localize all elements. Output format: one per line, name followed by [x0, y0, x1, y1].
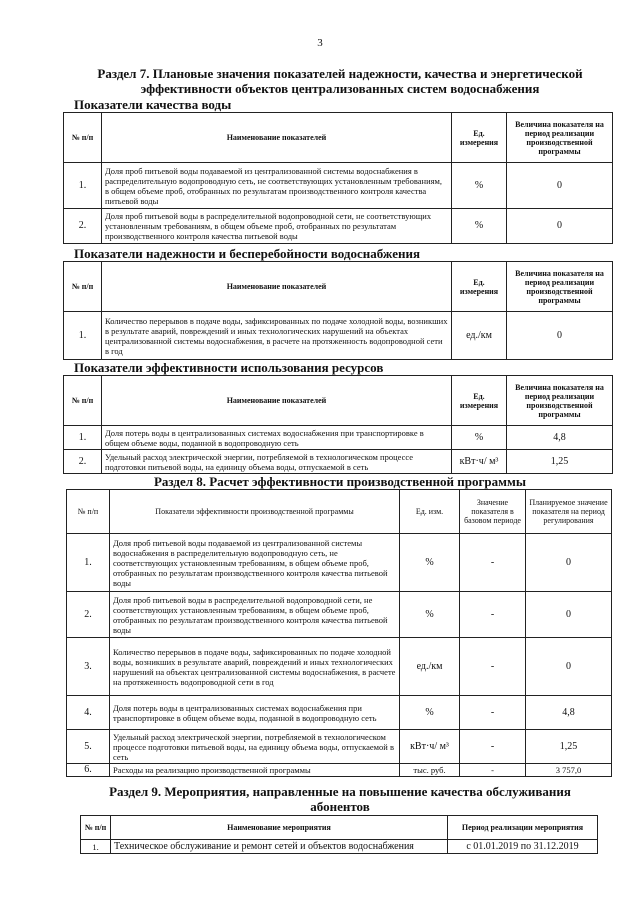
header-unit: Ед. измерения	[452, 376, 507, 426]
row-value: 1,25	[507, 450, 613, 474]
section7-title-line2: эффективности объектов централизованных систем водоснабжения	[140, 81, 540, 96]
row-num: 1.	[64, 312, 102, 360]
table-row	[67, 592, 612, 638]
table-header-row	[64, 113, 613, 163]
table-row	[64, 163, 613, 209]
header-unit: Ед. изм.	[400, 490, 460, 534]
row-num: 2.	[64, 209, 102, 244]
row-name: Удельный расход электрической энергии, потребляемой в технологическом процессе подготовки питьевой воды, на единицу объема воды, отпускаемой в сеть	[110, 730, 400, 764]
table-row	[64, 426, 613, 450]
row-num: 6.	[67, 764, 110, 777]
row-plan-value: 4,8	[526, 696, 612, 730]
table-row	[81, 840, 598, 854]
header-plan-value: Планируемое значение показателя на период регулирования	[526, 490, 612, 534]
header-name: Показатели эффективности производственной программы	[110, 490, 400, 534]
table-header-row	[67, 490, 612, 534]
header-base-value: Значение показателя в базовом периоде	[460, 490, 526, 534]
quality-indicators-table	[63, 112, 613, 244]
efficiency-indicators-table	[63, 375, 613, 474]
row-unit: %	[452, 163, 507, 209]
row-unit: кВт·ч/ м³	[400, 730, 460, 764]
header-num: № п/п	[64, 376, 102, 426]
section9-title-line2: абонентов	[310, 799, 370, 814]
table-row	[67, 696, 612, 730]
row-num: 2.	[64, 450, 102, 474]
row-plan-value: 0	[526, 592, 612, 638]
row-base-value: -	[460, 638, 526, 696]
table-row	[67, 730, 612, 764]
efficiency-indicators-title: Показатели эффективности использования ресурсов	[74, 360, 384, 375]
row-name: Количество перерывов в подаче воды, зафиксированных по подаче холодной воды, возникших в результате аварий, повреждений и иных технологических нарушений на объектах централизованной системы водоснабжения, в расчете на протяженность водопроводной сети в год	[102, 312, 452, 360]
section7-title-line1: Раздел 7. Плановые значения показателей надежности, качества и энергетической	[97, 66, 583, 81]
row-value: 4,8	[507, 426, 613, 450]
row-unit: кВт·ч/ м³	[452, 450, 507, 474]
row-num: 1.	[81, 840, 111, 854]
section9-title	[60, 784, 620, 814]
row-num: 1.	[64, 163, 102, 209]
header-unit: Ед. измерения	[452, 113, 507, 163]
row-unit: %	[452, 209, 507, 244]
header-value: Величина показателя на период реализации производственной программы	[507, 376, 613, 426]
row-num: 3.	[67, 638, 110, 696]
row-value: 0	[507, 163, 613, 209]
row-unit: тыс. руб.	[400, 764, 460, 777]
header-name: Наименование показателей	[102, 113, 452, 163]
row-base-value: -	[460, 534, 526, 592]
table-row	[64, 450, 613, 474]
header-period: Период реализации мероприятия	[448, 816, 598, 840]
row-name: Доля проб питьевой воды подаваемой из централизованной системы водоснабжения в распределительную водопроводную сеть, не соответствующих установленным требованиям, в общем объеме проб, отобранных по результатам производственного контроля качества питьевой воды	[102, 163, 452, 209]
row-unit: %	[400, 592, 460, 638]
row-unit: %	[400, 534, 460, 592]
page-number: 3	[317, 37, 323, 49]
row-unit: ед./км	[400, 638, 460, 696]
row-name: Доля потерь воды в централизованных системах водоснабжения при транспортировке в общем объеме воды, поданной в водопроводную сеть	[110, 696, 400, 730]
row-unit: ед./км	[452, 312, 507, 360]
row-plan-value: 1,25	[526, 730, 612, 764]
row-unit: %	[400, 696, 460, 730]
row-name: Доля проб питьевой воды в распределительной водопроводной сети, не соответствующих установленным требованиям, в общем объеме проб, отобранных по результатам производственного контроля качества питьевой воды	[110, 592, 400, 638]
reliability-indicators-title: Показатели надежности и бесперебойности водоснабжения	[74, 246, 420, 261]
row-name: Количество перерывов в подаче воды, зафиксированных по подаче холодной воды, возникших в результате аварий, повреждений и иных технологических нарушений на объектах централизованной системы водоснабжения, в расчете на протяженность водопроводной сети в год	[110, 638, 400, 696]
section8-title: Раздел 8. Расчет эффективности производственной программы	[153, 474, 527, 489]
table-header-row	[81, 816, 598, 840]
table-header-row	[64, 376, 613, 426]
reliability-indicators-table	[63, 261, 613, 360]
header-name: Наименование мероприятия	[111, 816, 448, 840]
row-name: Техническое обслуживание и ремонт сетей и объектов водоснабжения	[111, 840, 448, 854]
row-base-value: -	[460, 592, 526, 638]
row-num: 2.	[67, 592, 110, 638]
row-name: Доля проб питьевой воды в распределительной водопроводной сети, не соответствующих установленным требованиям, в общем объеме проб, отобранных по результатам производственного контроля качества питьевой воды	[102, 209, 452, 244]
row-name: Доля проб питьевой воды подаваемой из централизованной системы водоснабжения в распределительную водопроводную сеть, не соответствующих установленным требованиям, в общем объеме проб, отобранных по результатам производственного контроля качества питьевой воды	[110, 534, 400, 592]
header-num: № п/п	[67, 490, 110, 534]
row-num: 1.	[67, 534, 110, 592]
row-value: 0	[507, 209, 613, 244]
header-unit: Ед. измерения	[452, 262, 507, 312]
section9-title-line1: Раздел 9. Мероприятия, направленные на повышение качества обслуживания	[109, 784, 571, 799]
row-name: Расходы на реализацию производственной программы	[110, 764, 400, 777]
header-name: Наименование показателей	[102, 262, 452, 312]
row-base-value: -	[460, 696, 526, 730]
header-name: Наименование показателей	[102, 376, 452, 426]
row-plan-value: 3 757,0	[526, 764, 612, 777]
efficiency-calculation-table	[66, 489, 612, 777]
quality-indicators-title: Показатели качества воды	[74, 97, 232, 112]
header-num: № п/п	[81, 816, 111, 840]
header-num: № п/п	[64, 262, 102, 312]
row-period: с 01.01.2019 по 31.12.2019	[448, 840, 598, 854]
row-base-value: -	[460, 730, 526, 764]
table-row	[67, 638, 612, 696]
table-row	[67, 764, 612, 777]
row-name: Удельный расход электрической энергии, потребляемой в технологическом процессе подготовки питьевой воды, на единицу объема воды, отпускаемой в сеть	[102, 450, 452, 474]
section7-title	[60, 66, 620, 96]
row-value: 0	[507, 312, 613, 360]
table-row	[67, 534, 612, 592]
row-name: Доля потерь воды в централизованных системах водоснабжения при транспортировке в общем объеме воды, поданной в водопроводную сеть	[102, 426, 452, 450]
row-num: 5.	[67, 730, 110, 764]
header-value: Величина показателя на период реализации производственной программы	[507, 113, 613, 163]
header-value: Величина показателя на период реализации производственной программы	[507, 262, 613, 312]
row-plan-value: 0	[526, 638, 612, 696]
row-num: 4.	[67, 696, 110, 730]
table-header-row	[64, 262, 613, 312]
row-base-value: -	[460, 764, 526, 777]
row-unit: %	[452, 426, 507, 450]
header-num: № п/п	[64, 113, 102, 163]
measures-table	[80, 815, 598, 854]
table-row	[64, 209, 613, 244]
row-num: 1.	[64, 426, 102, 450]
row-plan-value: 0	[526, 534, 612, 592]
table-row	[64, 312, 613, 360]
